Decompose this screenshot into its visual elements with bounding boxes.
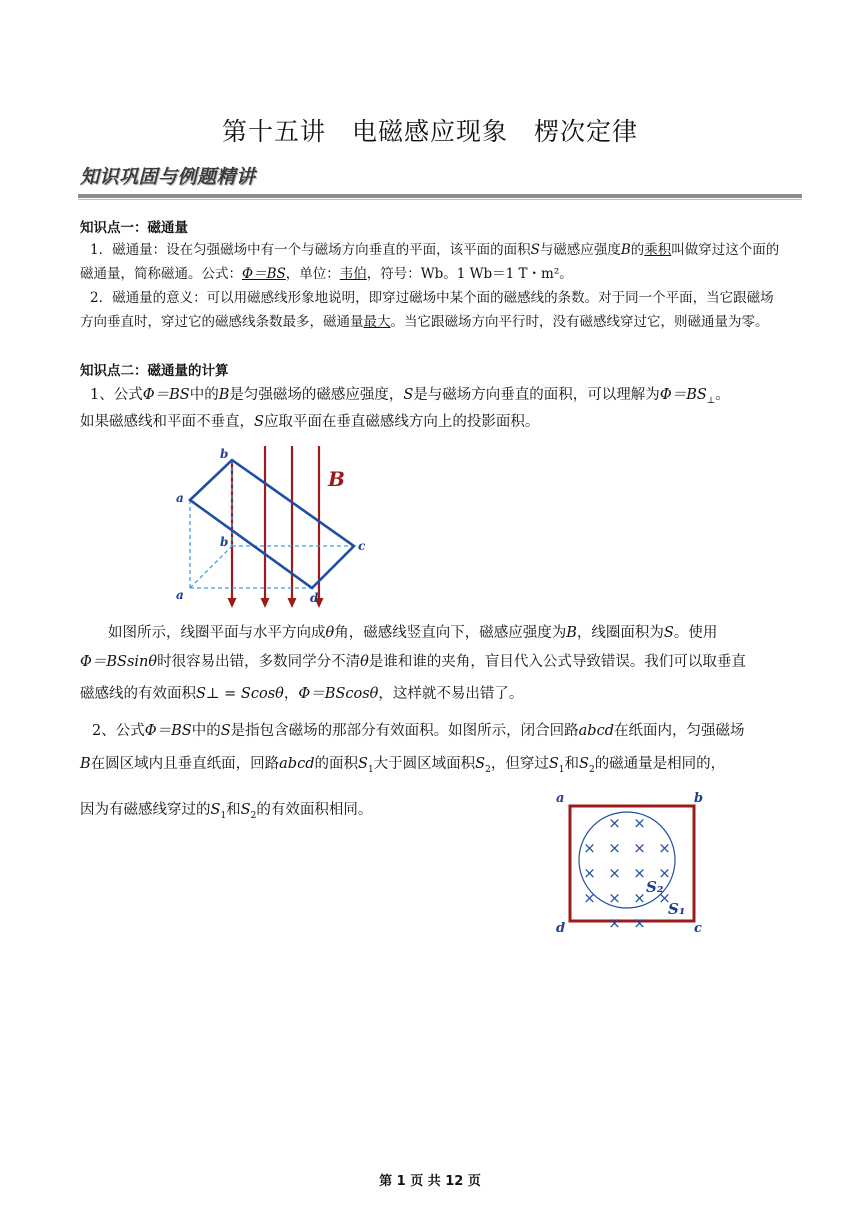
symbol-b: B	[218, 387, 230, 403]
text: 。	[715, 387, 730, 403]
text: 是指包含磁场的那部分有效面积。如图所示，闭合回路	[230, 723, 579, 739]
formula: Φ＝BS	[142, 387, 190, 403]
banner-rule-thin	[78, 199, 802, 200]
subscript: ⊥	[706, 395, 716, 406]
field-cross: ×	[608, 914, 621, 932]
label-b-bottom: b	[220, 535, 229, 549]
field-cross: ×	[633, 889, 646, 907]
field-cross: ×	[583, 839, 596, 857]
page-footer: 第 1 页 共 12 页	[379, 1174, 481, 1189]
text: 。使用	[673, 625, 718, 641]
symbol-s: S	[358, 756, 368, 772]
label-a-top: a	[176, 491, 184, 505]
arrowhead	[228, 598, 237, 608]
field-cross: ×	[658, 839, 671, 857]
label-d: d	[556, 921, 566, 936]
label-s1: S₁	[668, 900, 686, 918]
text: 在纸面内，匀强磁场	[614, 723, 745, 739]
text: 如图所示，线圈平面与水平方向成	[108, 625, 326, 641]
text: 2、公式	[92, 723, 145, 739]
symbol-b: B	[620, 242, 631, 258]
text: ，符号：Wb。1 Wb＝1 T・m²。	[366, 266, 573, 282]
text: 是匀强磁场的磁感应强度，	[229, 387, 404, 403]
formula: Φ＝BS	[144, 723, 192, 739]
text: 叫做穿过这个面的磁通量，简称磁通。公式：	[80, 242, 780, 282]
text: 与磁感应强度	[539, 242, 621, 258]
label-b: b	[694, 791, 704, 806]
field-cross: ×	[633, 914, 646, 932]
subscript: 1	[367, 764, 374, 775]
text: 中的	[191, 723, 221, 739]
section2-paragraph3	[80, 719, 786, 744]
text: 在圆区域内且垂直纸面，回路	[90, 756, 280, 772]
symbol-s: S	[403, 387, 414, 403]
text: 的磁通量是相同的，	[594, 756, 726, 772]
section2-paragraph1-line2	[80, 410, 786, 435]
label-c: c	[694, 921, 702, 936]
text: 和	[226, 802, 241, 818]
section1-paragraph1	[80, 238, 786, 286]
figure-tilted-coil	[168, 440, 378, 612]
subscript: 2	[485, 764, 491, 775]
symbol-s: S	[210, 802, 221, 818]
symbol-s: S	[254, 414, 264, 430]
symbol-abcd: abcd	[578, 723, 614, 739]
figure-loop-circle	[548, 786, 718, 938]
field-cross: ×	[633, 839, 646, 857]
subscript: 1	[220, 810, 227, 821]
field-cross: ×	[658, 864, 671, 882]
field-cross: ×	[633, 864, 646, 882]
text: 磁感线的有效面积	[80, 686, 196, 702]
text: 2．磁通量的意义：可以用磁感线形象地说明，即穿过磁场中某个面的磁感线的条数。对于同一个平面，当它跟磁场方向垂直时，穿过它的磁感线条数最多，磁通量	[80, 290, 774, 330]
formula: Φ＝BScosθ	[298, 686, 379, 702]
symbol-s: S	[220, 723, 231, 739]
section-banner	[78, 160, 802, 202]
text: 是与磁场方向垂直的面积，可以理解为	[413, 387, 660, 403]
text: ，单位：	[285, 266, 340, 282]
banner-rule	[78, 194, 802, 198]
label-b-top: b	[220, 447, 229, 461]
text: 是谁和谁的夹角，盲目代入公式导致错误。我们可以取垂直	[368, 654, 746, 670]
text: 和	[564, 756, 580, 772]
underlined-term: 乘积	[644, 242, 672, 258]
formula: Φ＝BS	[242, 266, 286, 282]
text: 时很容易出错，多数同学分不清	[157, 654, 361, 670]
label-a-bottom: a	[176, 588, 184, 602]
section2-paragraph2-line3	[80, 682, 786, 707]
label-a: a	[556, 791, 565, 806]
section2-heading: 知识点二：磁通量的计算	[80, 363, 229, 379]
subscript: 2	[588, 764, 595, 775]
text: ，线圈面积为	[576, 625, 664, 641]
text: 1．磁通量：设在匀强磁场中有一个与磁场方向垂直的平面，该平面的面积	[90, 242, 531, 258]
symbol-b: B	[80, 756, 91, 772]
projection-line	[190, 546, 232, 588]
section2-paragraph2-line2	[80, 650, 786, 675]
field-cross: ×	[608, 864, 621, 882]
text: 大于圆区域面积	[373, 756, 476, 772]
subscript: 1	[558, 764, 565, 775]
text: ，但穿过	[490, 756, 549, 772]
formula: Φ＝BS	[659, 387, 707, 403]
symbol-theta: θ	[325, 625, 335, 641]
label-d: d	[310, 591, 319, 605]
arrowhead	[288, 598, 297, 608]
text: 角，磁感线竖直向下，磁感应强度为	[334, 625, 567, 641]
underlined-term: 韦伯	[339, 266, 367, 282]
arrowhead	[261, 598, 270, 608]
text: 如果磁感线和平面不垂直，	[80, 414, 254, 430]
field-cross: ×	[658, 889, 671, 907]
text: 的	[630, 242, 645, 258]
symbol-s: S	[579, 756, 589, 772]
field-cross: ×	[608, 889, 621, 907]
label-field-b: B	[328, 467, 345, 491]
symbol-s: S	[475, 756, 486, 772]
text: ，	[283, 686, 299, 702]
underlined-term: 最大	[363, 314, 391, 330]
text: 的面积	[314, 756, 358, 772]
symbol-s: S	[240, 802, 251, 818]
label-s2: S₂	[646, 878, 664, 896]
text: 应取平面在垂直磁感线方向上的投影面积。	[263, 414, 540, 430]
text: 因为有磁感线穿过的	[80, 802, 211, 818]
symbol-b: B	[566, 625, 577, 641]
field-crosses	[583, 814, 671, 932]
text: ，这样就不易出错了。	[378, 686, 524, 702]
symbol-theta: θ	[360, 654, 369, 670]
symbol-s: S	[548, 756, 559, 772]
symbol-s: S	[663, 625, 674, 641]
text: 。当它跟磁场方向平行时，没有磁感线穿过它，则磁通量为零。	[390, 314, 769, 330]
formula: Φ＝BSsinθ	[80, 654, 158, 670]
symbol-abcd: abcd	[279, 756, 315, 772]
field-cross: ×	[608, 839, 621, 857]
banner-label: 知识巩固与例题精讲	[80, 166, 256, 188]
text: 中的	[189, 387, 219, 403]
section2-paragraph3-line2	[80, 752, 786, 783]
text: 的有效面积相同。	[256, 802, 373, 818]
symbol-s: S	[530, 242, 540, 258]
formula: S⊥ = Scosθ	[196, 686, 284, 702]
field-cross: ×	[583, 889, 596, 907]
field-cross: ×	[633, 814, 646, 832]
section2-paragraph2	[80, 621, 786, 646]
text: 1、公式	[90, 387, 143, 403]
section1-heading: 知识点一：磁通量	[80, 220, 188, 236]
field-cross: ×	[583, 864, 596, 882]
label-c: c	[358, 539, 366, 553]
section1-paragraph2	[80, 286, 786, 334]
field-cross: ×	[608, 814, 621, 832]
subscript: 2	[250, 810, 257, 821]
page-title: 第十五讲 电磁感应现象 楞次定律	[221, 117, 638, 146]
